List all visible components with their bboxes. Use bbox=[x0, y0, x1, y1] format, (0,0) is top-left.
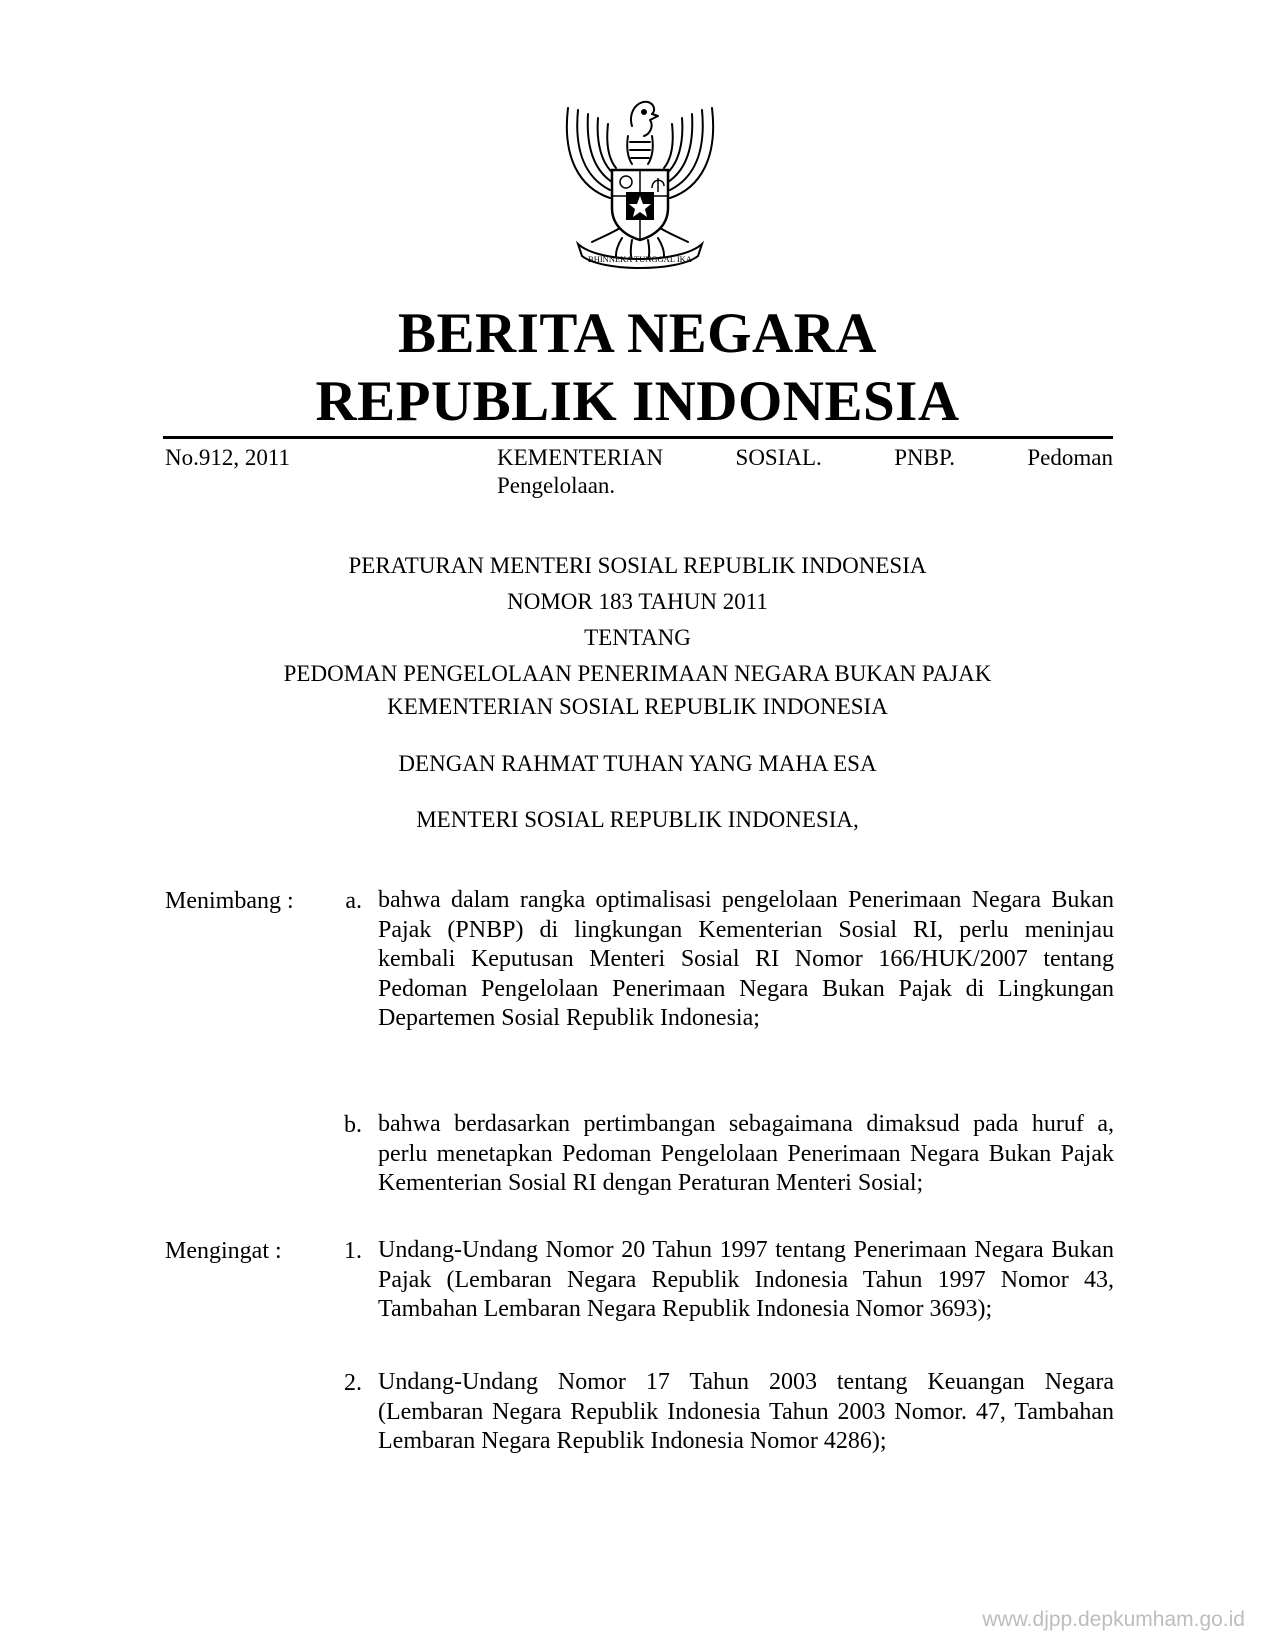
issuer: MENTERI SOSIAL REPUBLIK INDONESIA, bbox=[416, 807, 859, 832]
masthead-title-line-2: REPUBLIK INDONESIA bbox=[315, 370, 960, 433]
menimbang-item-a-marker: a. bbox=[345, 888, 362, 914]
mengingat-item-2-marker: 2. bbox=[344, 1370, 362, 1396]
menimbang-item-b-marker: b. bbox=[344, 1112, 362, 1138]
document-subject-continuation: Pengelolaan. bbox=[497, 473, 616, 498]
mengingat-item-2-text: Undang-Undang Nomor 17 Tahun 2003 tentang Keuangan Negara (Lembaran Negara Republik Indonesia Tahun 2003 Nomor. 47, Tambahan Lembaran Negara Republik Indonesia Nomor 4286); bbox=[378, 1369, 1114, 1454]
regulation-subject-line-1: PEDOMAN PENGELOLAAN PENERIMAAN NEGARA BUKAN PAJAK bbox=[283, 661, 992, 686]
menimbang-label: Menimbang : bbox=[165, 888, 294, 914]
regulation-about: TENTANG bbox=[584, 625, 691, 650]
mengingat-label: Mengingat : bbox=[165, 1238, 282, 1264]
mengingat-item-1-text: Undang-Undang Nomor 20 Tahun 1997 tentang Penerimaan Negara Bukan Pajak (Lembaran Negara Republik Indonesia Tahun 1997 Nomor 43, Tambahan Lembaran Negara Republik Indonesia Nomor 3693); bbox=[378, 1237, 1114, 1322]
emblem-motto: BHINNEKA TUNGGAL IKA bbox=[588, 254, 692, 264]
masthead-divider bbox=[163, 436, 1113, 439]
masthead-title-line-1: BERITA NEGARA bbox=[398, 302, 877, 365]
menimbang-item-b-text: bahwa berdasarkan pertimbangan sebagaimana dimaksud pada huruf a, perlu menetapkan Pedoman Pengelolaan Penerimaan Negara Bukan Pajak Kementerian Sosial RI dengan Peraturan Menteri Sosial; bbox=[378, 1111, 1114, 1196]
document-subject: KEMENTERIAN SOSIAL. PNBP. Pedoman bbox=[497, 445, 1113, 470]
regulation-subject-line-2: KEMENTERIAN SOSIAL REPUBLIK INDONESIA bbox=[387, 694, 888, 719]
mengingat-item-1-marker: 1. bbox=[344, 1238, 362, 1264]
invocation: DENGAN RAHMAT TUHAN YANG MAHA ESA bbox=[398, 751, 877, 776]
garuda-pancasila-emblem-icon bbox=[540, 78, 740, 278]
regulation-number: NOMOR 183 TAHUN 2011 bbox=[507, 589, 768, 614]
menimbang-item-a-text: bahwa dalam rangka optimalisasi pengelolaan Penerimaan Negara Bukan Pajak (PNBP) di lingkungan Kementerian Sosial RI, perlu meninjau kembali Keputusan Menteri Sosial RI Nomor 166/HUK/2007 tentang Pedoman Pengelolaan Penerimaan Negara Bukan Pajak di Lingkungan Departemen Sosial Republik Indonesia; bbox=[378, 887, 1114, 1031]
footer-url: www.djpp.depkumham.go.id bbox=[982, 1608, 1245, 1631]
regulation-title: PERATURAN MENTERI SOSIAL REPUBLIK INDONESIA bbox=[348, 553, 927, 578]
document-number: No.912, 2011 bbox=[165, 445, 291, 470]
